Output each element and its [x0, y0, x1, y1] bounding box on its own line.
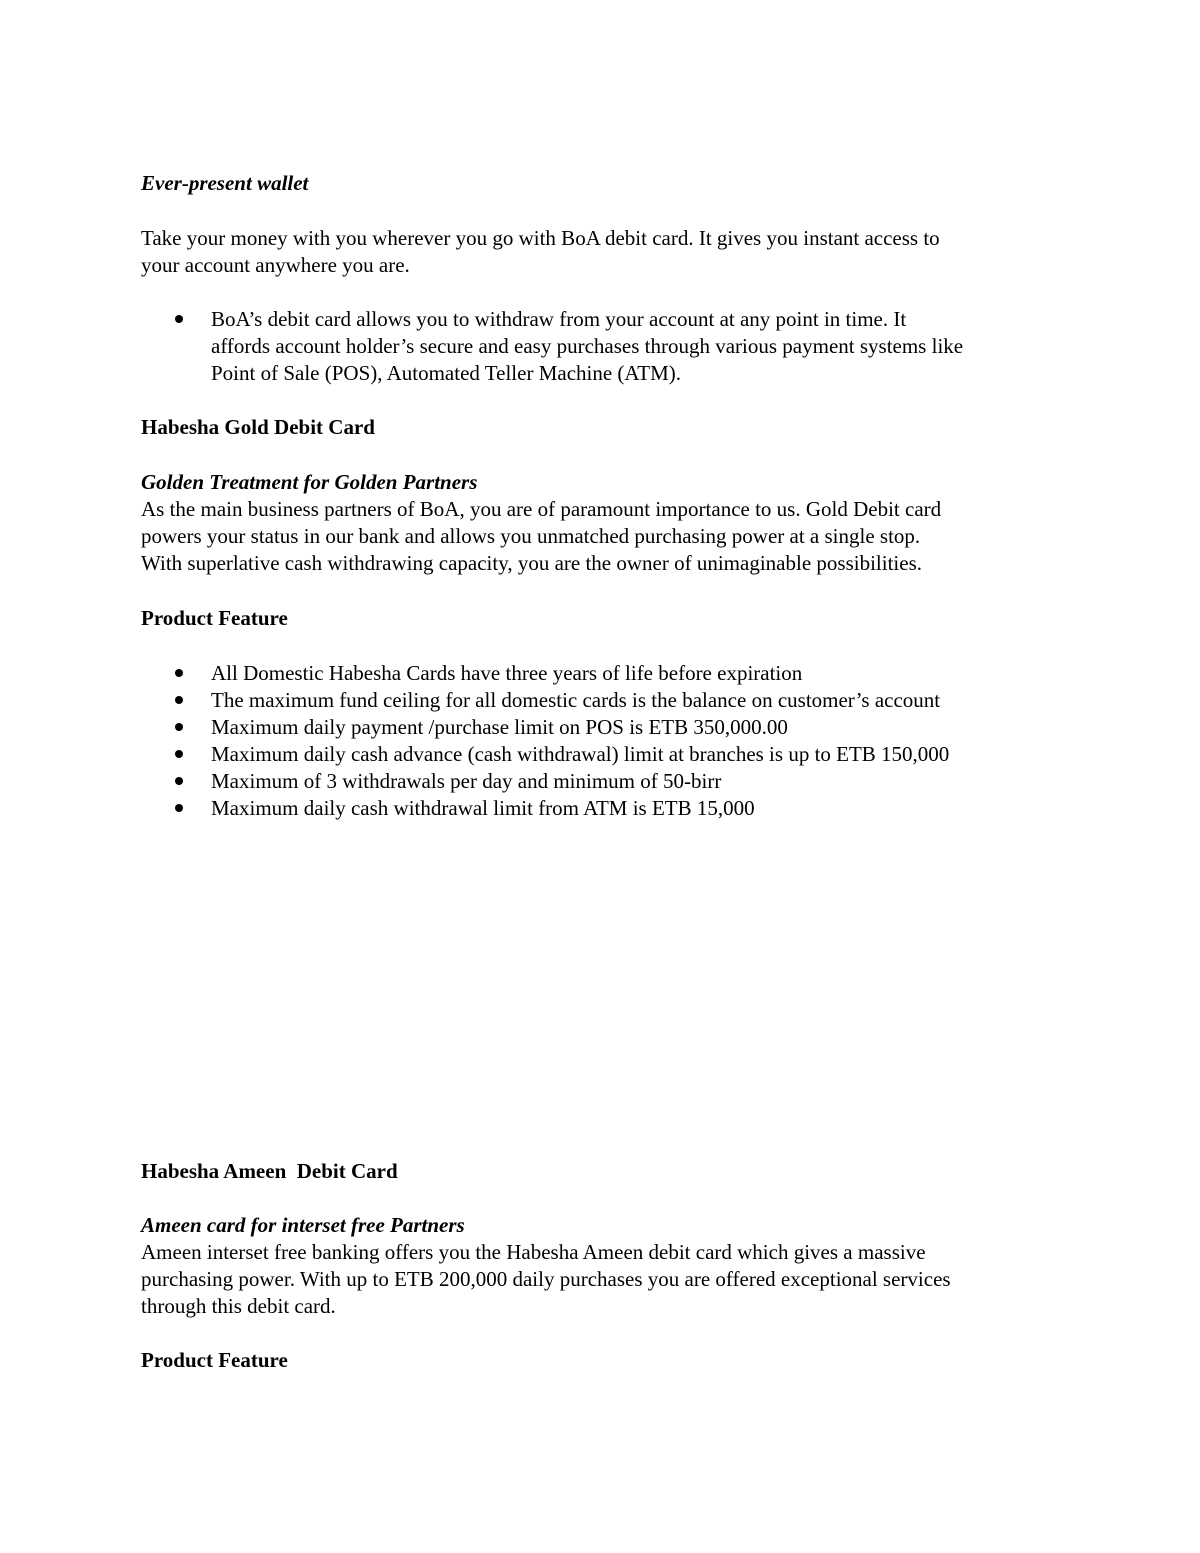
section-subtitle-ameen: Ameen card for interset free Partners — [141, 1213, 465, 1237]
bullet-icon — [175, 669, 183, 677]
feature-item: The maximum fund ceiling for all domestic cards is the balance on customer’s account — [211, 688, 941, 712]
paragraph-line: Take your money with you wherever you go with BoA debit card. It gives you instant access to — [141, 226, 940, 250]
feature-item: Maximum daily payment /purchase limit on POS is ETB 350,000.00 — [211, 715, 788, 739]
feature-item: Maximum daily cash advance (cash withdrawal) limit at branches is up to ETB 150,000 — [211, 742, 950, 766]
paragraph-line: As the main business partners of BoA, you are of paramount importance to us. Gold Debit card — [141, 497, 942, 521]
paragraph-line: With superlative cash withdrawing capacity, you are the owner of unimaginable possibilities. — [141, 551, 922, 575]
paragraph-line: purchasing power. With up to ETB 200,000 daily purchases you are offered exceptional services — [141, 1267, 951, 1291]
bullet-icon — [175, 315, 183, 323]
bullet-icon — [175, 804, 183, 812]
bullet-icon — [175, 777, 183, 785]
feature-item: All Domestic Habesha Cards have three years of life before expiration — [211, 661, 803, 685]
paragraph-line: powers your status in our bank and allows you unmatched purchasing power at a single stop. — [141, 524, 921, 548]
bullet-line: BoA’s debit card allows you to withdraw from your account at any point in time. It — [211, 307, 907, 331]
section-subtitle-golden-treatment: Golden Treatment for Golden Partners — [141, 470, 478, 494]
section-title-gold-card: Habesha Gold Debit Card — [141, 415, 375, 439]
paragraph-line: through this debit card. — [141, 1294, 336, 1318]
section-title-ameen-card: Habesha Ameen Debit Card — [141, 1159, 398, 1183]
bullet-line: Point of Sale (POS), Automated Teller Machine (ATM). — [211, 361, 681, 385]
feature-heading: Product Feature — [141, 1348, 288, 1372]
paragraph-line: Ameen interset free banking offers you the Habesha Ameen debit card which gives a massive — [141, 1240, 926, 1264]
bullet-icon — [175, 696, 183, 704]
feature-item: Maximum daily cash withdrawal limit from ATM is ETB 15,000 — [211, 796, 755, 820]
paragraph-line: your account anywhere you are. — [141, 253, 410, 277]
bullet-icon — [175, 723, 183, 731]
section-heading-ever-present-wallet: Ever-present wallet — [141, 171, 309, 195]
feature-item: Maximum of 3 withdrawals per day and minimum of 50-birr — [211, 769, 722, 793]
feature-heading: Product Feature — [141, 606, 288, 630]
bullet-icon — [175, 750, 183, 758]
bullet-line: affords account holder’s secure and easy purchases through various payment systems like — [211, 334, 964, 358]
